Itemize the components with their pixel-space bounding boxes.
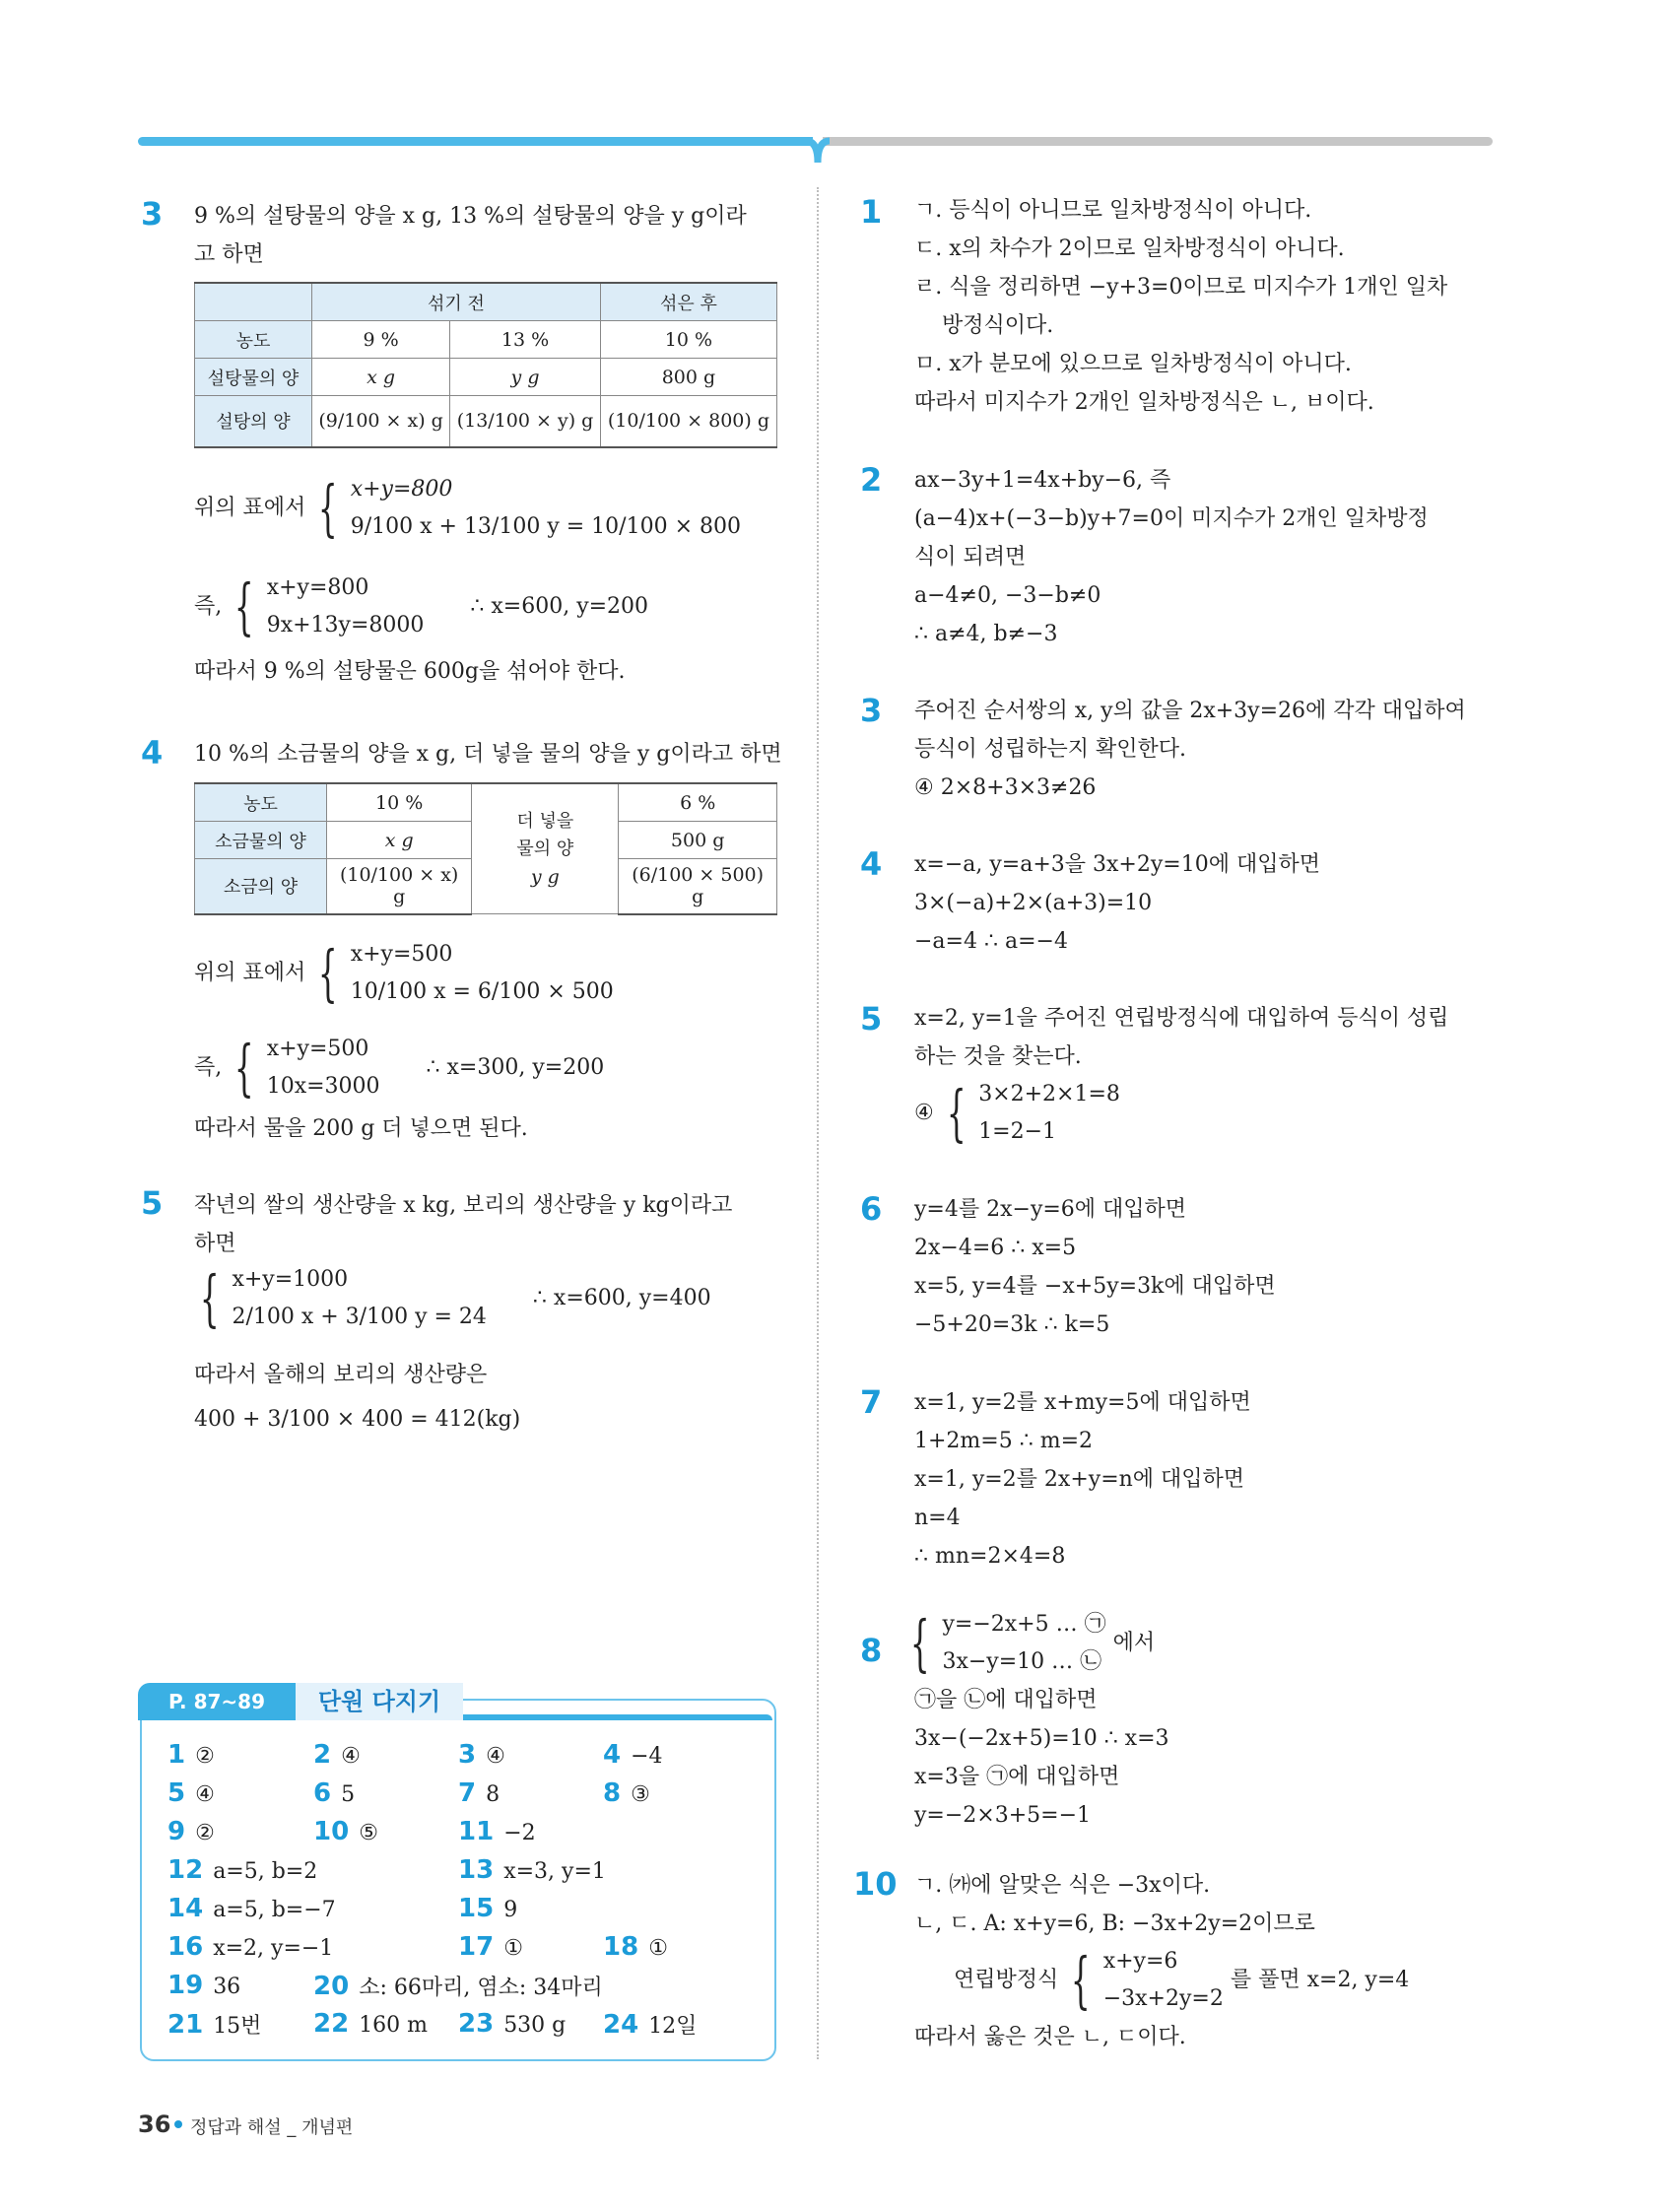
equation: 9/100 x + 13/100 y = 10/100 × 800 <box>350 514 741 539</box>
answer-value: 8 <box>486 1782 500 1807</box>
answer-value: 소: 66마리, 염소: 34마리 <box>359 1976 603 2000</box>
answer-number: 23 <box>458 2009 495 2039</box>
problem-3-conclusion <box>194 652 625 691</box>
text-line: 2x−4=6 ∴ x=5 <box>914 1236 1077 1260</box>
table-cell: 13 % <box>450 321 601 359</box>
equation-system <box>978 1076 1120 1151</box>
problem-5-system <box>194 1261 711 1336</box>
answer-item <box>167 1932 333 1962</box>
text-line: x=2, y=1을 주어진 연립방정식에 대입하여 등식이 성립 <box>914 1006 1449 1031</box>
text-line: 작년의 쌀의 생산량을 x kg, 보리의 생산량을 y kg이라고 <box>194 1193 733 1218</box>
problem-4-reduced <box>194 1031 604 1106</box>
solution: ∴ x=600, y=400 <box>532 1286 711 1310</box>
solution-7 <box>914 1383 1251 1575</box>
table-cell: 10 % <box>327 783 472 822</box>
answer-item <box>458 1778 500 1808</box>
answer-number: 20 <box>313 1972 350 2001</box>
answer-value: 15번 <box>213 2014 262 2039</box>
text-line: 3x−(−2x+5)=10 ∴ x=3 <box>914 1726 1169 1751</box>
answer-value: 36 <box>213 1975 241 1999</box>
problem-5-intro <box>194 1186 732 1263</box>
text-line: y=−2×3+5=−1 <box>914 1803 1092 1828</box>
answer-item <box>313 2009 428 2039</box>
table-header: 섞기 전 <box>312 283 601 321</box>
answer-item <box>603 2009 697 2040</box>
answer-item <box>458 1932 523 1962</box>
answer-item <box>458 1855 606 1885</box>
text-label: 즉, <box>194 594 223 619</box>
text-line: n=4 <box>914 1506 961 1530</box>
footer-text: 정답과 해설 _ 개념편 <box>190 2117 354 2138</box>
answer-number: 22 <box>313 2009 350 2039</box>
answer-number: 16 <box>167 1932 204 1962</box>
equation-system <box>232 1261 486 1336</box>
problem-number: 7 <box>860 1383 883 1421</box>
text-line: ④ 2×8+3×3≠26 <box>914 775 1097 800</box>
answer-value: 530 g <box>503 2013 567 2038</box>
text-line: 따라서 옳은 것은 ㄴ, ㄷ이다. <box>914 2025 1186 2049</box>
equation: x+y=500 <box>266 1037 369 1061</box>
table-row-label: 소금물의 양 <box>195 822 327 859</box>
answer-item <box>603 1932 668 1962</box>
answer-box-title: 단원 다지기 <box>296 1683 463 1720</box>
answer-item <box>603 1740 663 1770</box>
table-cell: 500 g <box>619 822 777 859</box>
text-line: −5+20=3k ∴ k=5 <box>914 1312 1110 1337</box>
problem-number: 5 <box>141 1184 164 1222</box>
brace-icon: { <box>1071 1944 1091 2016</box>
answer-item <box>167 1855 317 1885</box>
problem-3-intro <box>194 197 747 274</box>
text-line: 하면 <box>194 1232 236 1256</box>
answer-item <box>167 1778 215 1808</box>
answer-number: 12 <box>167 1855 204 1885</box>
brace-icon: { <box>199 1262 220 1334</box>
text-line: x=3을 ㉠에 대입하면 <box>914 1765 1120 1789</box>
table-cell: (13/100 × y) g <box>450 396 601 447</box>
answer-box-topline <box>463 1714 772 1720</box>
problem-number: 1 <box>860 193 883 231</box>
table-cell: 6 % <box>619 783 777 822</box>
answer-item <box>313 1817 378 1846</box>
text-line: 따라서 올해의 보리의 생산량은 <box>194 1363 488 1387</box>
answer-item <box>167 1740 215 1770</box>
solution-3 <box>914 692 1466 807</box>
answer-value: a=5, b=2 <box>213 1859 318 1884</box>
text-line: 방정식이다. <box>942 313 1054 338</box>
solution-6 <box>914 1190 1276 1344</box>
answer-number: 8 <box>603 1778 622 1808</box>
answer-number: 11 <box>458 1817 495 1846</box>
brace-icon: { <box>234 1032 254 1104</box>
text-line: x=1, y=2를 2x+y=n에 대입하면 <box>914 1467 1245 1492</box>
table-cell: y g <box>450 359 601 396</box>
text-label: 에서 <box>1112 1631 1156 1655</box>
answer-item <box>167 1971 240 2000</box>
answer-number: 14 <box>167 1894 204 1923</box>
answer-number: 18 <box>603 1932 639 1962</box>
text-line: ㄷ. x의 차수가 2이므로 일차방정식이 아니다. <box>914 236 1345 261</box>
text-label: 연립방정식 <box>954 1968 1059 1992</box>
text-line: ∴ mn=2×4=8 <box>914 1544 1066 1569</box>
problem-number: 4 <box>860 845 883 883</box>
problem-number: 2 <box>860 461 883 499</box>
solution-4 <box>914 845 1320 961</box>
answer-value: a=5, b=−7 <box>213 1898 336 1922</box>
answer-number: 5 <box>167 1778 186 1808</box>
text-line: ax−3y+1=4x+by−6, 즉 <box>914 468 1171 493</box>
text-line: ㄱ. 등식이 아니므로 일차방정식이 아니다. <box>914 198 1312 223</box>
table-header: 섞은 후 <box>600 283 776 321</box>
solution: ∴ x=600, y=200 <box>470 594 649 619</box>
top-bar-notch <box>806 137 830 165</box>
answer-value: 160 m <box>359 2013 429 2038</box>
answer-item <box>313 1740 361 1770</box>
table-cell: (10/100 × 800) g <box>600 396 776 447</box>
text-line: 9 %의 설탕물의 양을 x g, 13 %의 설탕물의 양을 y g이라 <box>194 204 747 229</box>
answer-value: −2 <box>503 1821 536 1845</box>
answer-number: 24 <box>603 2010 639 2040</box>
problem-number: 3 <box>141 195 164 233</box>
equation: 3x−y=10 … ㉡ <box>942 1649 1102 1674</box>
problem-number: 6 <box>860 1190 883 1228</box>
answer-number: 17 <box>458 1932 495 1962</box>
brace-icon: { <box>318 472 338 544</box>
answer-number: 9 <box>167 1817 186 1846</box>
text-line: ∴ a≠4, b≠−3 <box>914 622 1058 646</box>
answer-box-pages: P. 87~89 <box>138 1683 296 1720</box>
answer-number: 10 <box>313 1817 350 1846</box>
text-line: 고 하면 <box>194 242 264 267</box>
answer-item <box>313 1778 355 1808</box>
text-line: 등식이 성립하는지 확인한다. <box>914 737 1187 762</box>
table-row-label: 설탕의 양 <box>195 396 312 447</box>
top-bar-left <box>138 137 813 146</box>
text-line: 10 %의 소금물의 양을 x g, 더 넣을 물의 양을 y g이라고 하면 <box>194 742 782 767</box>
equation: y=−2x+5 … ㉠ <box>942 1612 1106 1637</box>
answer-value: ④ <box>195 1782 215 1807</box>
answer-item <box>167 2009 261 2040</box>
table-row-label: 농도 <box>195 321 312 359</box>
text-line: x=1, y=2를 x+my=5에 대입하면 <box>914 1390 1251 1415</box>
equation: 10x=3000 <box>266 1074 380 1099</box>
table-cell: (6/100 × 500) g <box>619 859 777 914</box>
equation: x+y=1000 <box>232 1267 349 1292</box>
table-row-label: 설탕물의 양 <box>195 359 312 396</box>
text-line: x=−a, y=a+3을 3x+2y=10에 대입하면 <box>914 852 1320 877</box>
answer-value: ① <box>503 1936 523 1961</box>
answer-item <box>313 1971 603 2001</box>
answer-number: 1 <box>167 1740 186 1770</box>
answer-value: ③ <box>631 1782 650 1807</box>
problem-4-system <box>194 936 614 1011</box>
text-line: ㅁ. x가 분모에 있으므로 일차방정식이 아니다. <box>914 352 1352 376</box>
problem-4-table <box>194 782 777 915</box>
equation-system <box>267 1031 380 1106</box>
equation: x+y=6 <box>1102 1949 1178 1974</box>
text-line: (a−4)x+(−3−b)y+7=0이 미지수가 2개인 일차방정 <box>914 506 1429 531</box>
text-line: 3×(−a)+2×(a+3)=10 <box>914 891 1153 915</box>
problem-number: 4 <box>141 734 164 771</box>
table-merged-cell <box>472 783 619 914</box>
bullet-icon <box>174 2120 182 2128</box>
column-divider <box>817 187 819 2059</box>
equation: 10/100 x = 6/100 × 500 <box>350 979 614 1004</box>
answer-value: ① <box>648 1936 668 1961</box>
text-line: 따라서 미지수가 2개인 일차방정식은 ㄴ, ㅂ이다. <box>914 390 1374 415</box>
table-cell: 800 g <box>600 359 776 396</box>
problem-number: 10 <box>853 1865 898 1903</box>
text-line: 주어진 순서쌍의 x, y의 값을 2x+3y=26에 각각 대입하여 <box>914 699 1466 723</box>
problem-5-conclusion <box>194 1356 520 1439</box>
text-line: ㄴ, ㄷ. A: x+y=6, B: −3x+2y=2이므로 <box>914 1911 1315 1936</box>
equation: x+y=800 <box>350 477 453 502</box>
table-cell <box>195 283 312 321</box>
answer-number: 6 <box>313 1778 332 1808</box>
brace-icon: { <box>318 937 338 1009</box>
brace-icon: { <box>234 570 254 642</box>
text-label: 위의 표에서 <box>194 961 306 985</box>
equation-system <box>1103 1943 1224 2018</box>
text-line: −a=4 ∴ a=−4 <box>914 929 1068 954</box>
answer-item <box>167 1894 336 1923</box>
equation-system <box>351 936 614 1011</box>
equation: 3×2+2×1=8 <box>978 1082 1120 1106</box>
equation-system <box>351 471 741 546</box>
table-cell: 10 % <box>600 321 776 359</box>
answer-number: 4 <box>603 1740 622 1770</box>
answer-number: 3 <box>458 1740 477 1770</box>
equation: 400 + 3/100 × 400 = 412(kg) <box>194 1407 521 1432</box>
answer-value: ② <box>195 1744 215 1769</box>
text-line: a−4≠0, −3−b≠0 <box>914 583 1101 608</box>
problem-3-reduced <box>194 570 648 644</box>
solution-1 <box>914 191 1447 422</box>
problem-3-system <box>194 471 741 546</box>
equation: x+y=800 <box>266 575 369 600</box>
table-cell: x g <box>312 359 450 396</box>
answer-item <box>603 1778 650 1808</box>
table-row-label: 소금의 양 <box>195 859 327 914</box>
top-bar-right <box>823 137 1493 146</box>
answer-item <box>458 1817 536 1846</box>
solution-2 <box>914 461 1429 653</box>
text-line: y=4를 2x−y=6에 대입하면 <box>914 1197 1187 1222</box>
solution-10 <box>914 1866 1409 2056</box>
equation: 2/100 x + 3/100 y = 24 <box>232 1305 487 1329</box>
answer-number: 13 <box>458 1855 495 1885</box>
equation-system <box>267 570 425 644</box>
answer-value: ② <box>195 1821 215 1845</box>
cell-text: 더 넣을 <box>516 810 574 832</box>
text-line: ㄱ. ㈎에 알맞은 식은 −3x이다. <box>914 1873 1211 1898</box>
answer-number: 7 <box>458 1778 477 1808</box>
problem-number: 5 <box>860 1000 883 1038</box>
text-label: 위의 표에서 <box>194 496 306 520</box>
problem-number: 8 <box>860 1632 883 1669</box>
answer-value: −4 <box>631 1744 663 1769</box>
answer-number: 15 <box>458 1894 495 1923</box>
brace-icon: { <box>946 1077 967 1149</box>
answer-number: 21 <box>167 2010 204 2040</box>
answer-value: ④ <box>486 1744 505 1769</box>
equation: −3x+2y=2 <box>1102 1986 1224 2011</box>
text-line: ㉠을 ㉡에 대입하면 <box>914 1688 1098 1712</box>
answer-value: 12일 <box>648 2014 698 2039</box>
equation: 1=2−1 <box>978 1119 1057 1144</box>
equation: 9x+13y=8000 <box>266 613 425 637</box>
table-row-label: 농도 <box>195 783 327 822</box>
text-line: 하는 것을 찾는다. <box>914 1044 1082 1069</box>
table-cell: x g <box>327 822 472 859</box>
solution-5 <box>914 999 1448 1151</box>
answer-item <box>458 1740 505 1770</box>
answer-number: 19 <box>167 1971 204 2000</box>
problem-4-intro <box>194 735 782 773</box>
table-cell: (9/100 × x) g <box>312 396 450 447</box>
text-line: 식이 되려면 <box>914 545 1027 570</box>
table-cell: (10/100 × x) g <box>327 859 472 914</box>
cell-text: 물의 양 <box>516 838 574 859</box>
solution: ∴ x=300, y=200 <box>426 1055 605 1080</box>
answer-value: x=2, y=−1 <box>213 1936 334 1961</box>
problem-number: 3 <box>860 692 883 729</box>
answer-value: ④ <box>341 1744 361 1769</box>
cell-text: y g <box>530 865 560 888</box>
table-cell: 9 % <box>312 321 450 359</box>
answer-number: 2 <box>313 1740 332 1770</box>
page-number: 36 <box>138 2111 171 2138</box>
problem-4-conclusion <box>194 1109 528 1148</box>
solution-8 <box>904 1606 1169 1835</box>
answer-value: ⑤ <box>359 1821 378 1845</box>
answer-value: x=3, y=1 <box>503 1859 606 1884</box>
problem-3-table <box>194 282 777 448</box>
answer-item <box>458 1894 517 1923</box>
equation: x+y=500 <box>350 942 453 967</box>
answer-value: 5 <box>341 1782 356 1807</box>
text-label: 즉, <box>194 1055 223 1080</box>
text-line: 따라서 9 %의 설탕물은 600g을 섞어야 한다. <box>194 659 626 684</box>
text-line: ㄹ. 식을 정리하면 −y+3=0이므로 미지수가 1개인 일차 <box>914 275 1448 300</box>
text-label: 를 풀면 x=2, y=4 <box>1230 1968 1410 1992</box>
equation-system <box>942 1606 1105 1681</box>
text-line: 1+2m=5 ∴ m=2 <box>914 1429 1093 1453</box>
brace-icon: { <box>909 1607 930 1679</box>
text-line: 따라서 물을 200 g 더 넣으면 된다. <box>194 1116 528 1141</box>
text-line: x=5, y=4를 −x+5y=3k에 대입하면 <box>914 1274 1276 1299</box>
answer-item <box>167 1817 215 1846</box>
answer-item <box>458 2009 566 2039</box>
choice-label: ④ <box>914 1101 934 1125</box>
answer-value: 9 <box>503 1898 518 1922</box>
